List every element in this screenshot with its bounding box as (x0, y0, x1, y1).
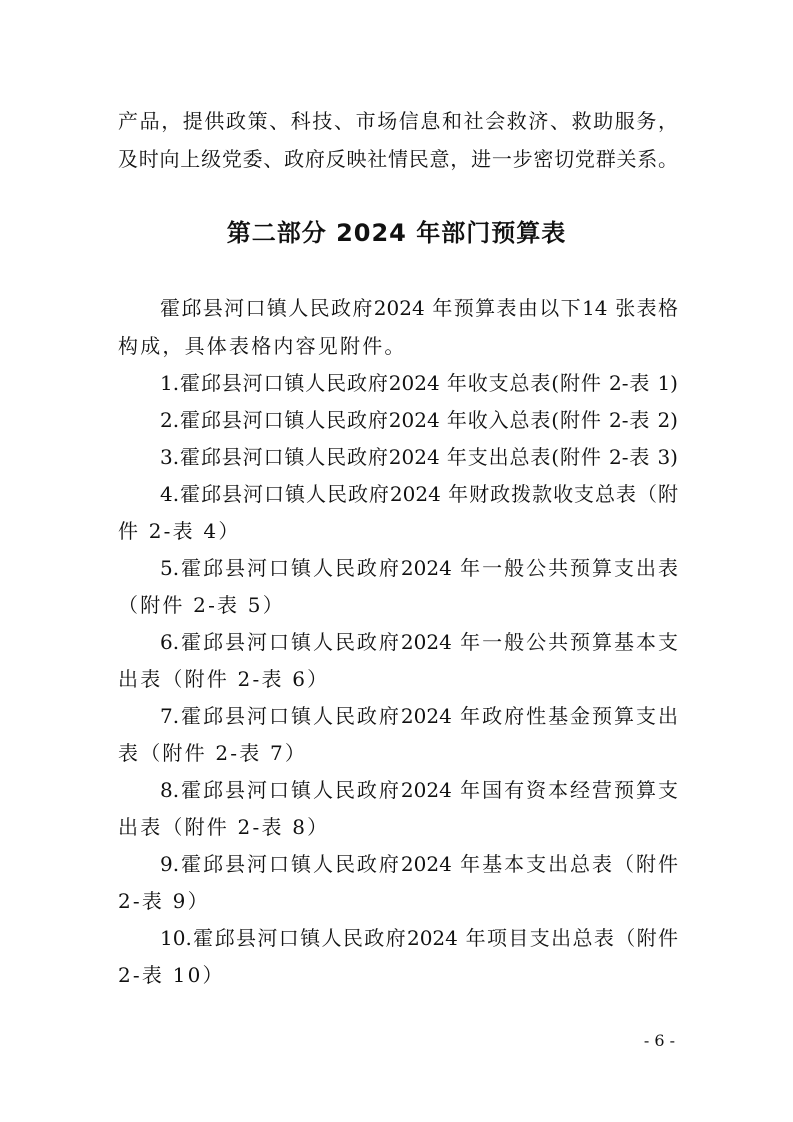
list-item-5: 5.霍邱县河口镇人民政府2024 年一般公共预算支出表 (160, 556, 678, 580)
list-item-4-cont: 件 2-表 4） (118, 519, 241, 543)
list-item-9: 9.霍邱县河口镇人民政府2024 年基本支出总表（附件 (160, 852, 678, 876)
list-item-6: 6.霍邱县河口镇人民政府2024 年一般公共预算基本支 (160, 630, 678, 654)
list-item-2: 2.霍邱县河口镇人民政府2024 年收入总表(附件 2-表 2) (160, 408, 678, 432)
intro-line: 霍邱县河口镇人民政府2024 年预算表由以下14 张表格 (160, 296, 678, 320)
section-heading: 第二部分 2024 年部门预算表 (226, 219, 567, 247)
intro-line: 构成，具体表格内容见附件。 (118, 334, 407, 358)
paragraph-line: 及时向上级党委、政府反映社情民意，进一步密切党群关系。 (118, 147, 678, 171)
list-item-6-cont: 出表（附件 2-表 6） (118, 667, 330, 691)
list-item-5-cont: （附件 2-表 5） (118, 593, 285, 617)
list-item-10-cont: 2-表 10） (118, 963, 225, 987)
page-number: - 6 - (643, 1031, 675, 1050)
list-item-8: 8.霍邱县河口镇人民政府2024 年国有资本经营预算支 (160, 778, 678, 802)
list-item-10: 10.霍邱县河口镇人民政府2024 年项目支出总表（附件 (160, 926, 678, 950)
list-item-4: 4.霍邱县河口镇人民政府2024 年财政拨款收支总表（附 (160, 482, 678, 506)
list-item-7: 7.霍邱县河口镇人民政府2024 年政府性基金预算支出 (160, 704, 678, 728)
list-item-9-cont: 2-表 9） (118, 889, 210, 913)
list-item-8-cont: 出表（附件 2-表 8） (118, 815, 330, 839)
list-item-1: 1.霍邱县河口镇人民政府2024 年收支总表(附件 2-表 1) (160, 371, 678, 395)
paragraph-line: 产品，提供政策、科技、市场信息和社会救济、救助服务， (118, 109, 678, 133)
list-item-7-cont: 表（附件 2-表 7） (118, 741, 308, 765)
list-item-3: 3.霍邱县河口镇人民政府2024 年支出总表(附件 2-表 3) (160, 445, 678, 469)
